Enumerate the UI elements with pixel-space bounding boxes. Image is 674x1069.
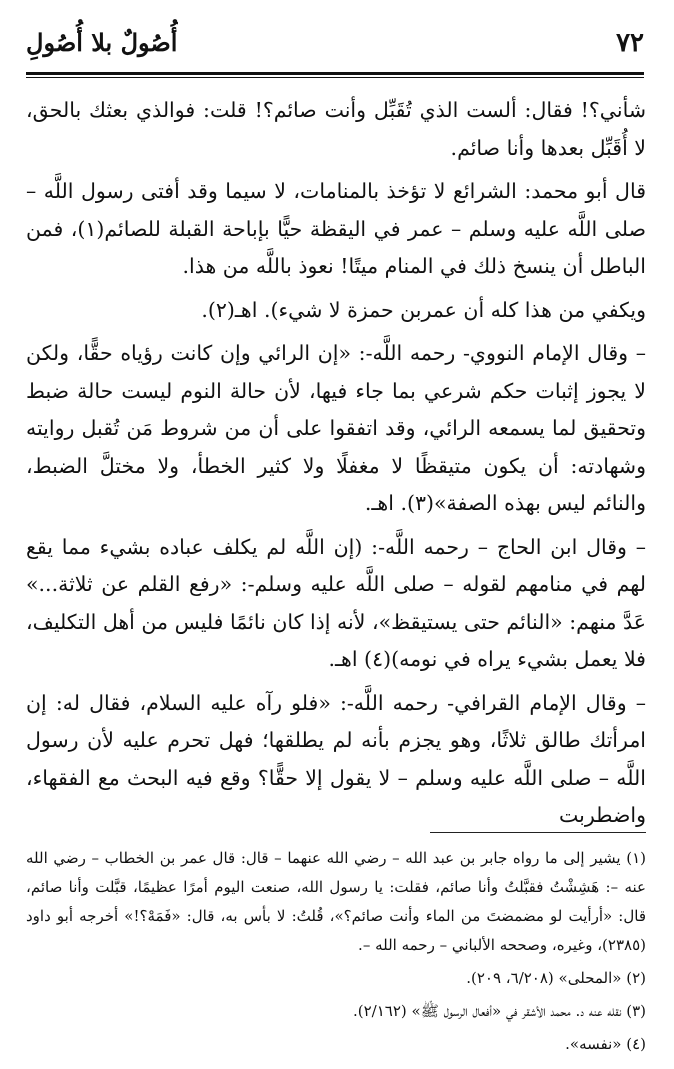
main-text xyxy=(26,92,646,841)
header-rule-thin xyxy=(26,77,644,78)
header-rule xyxy=(26,72,644,75)
paragraph: قال أبو محمد: الشرائع لا تؤخذ بالمنامات، لا سيما وقد أفتى رسول اللَّه – صلى اللَّه عليه وسلم – عمر في اليقظة حيًّا بإباحة القبلة للصائم(١)، فمن الباطل أن ينسخ ذلك في المنام ميتًا! نعوذ باللَّه من هذا. xyxy=(26,179,646,278)
paragraph: – وقال ابن الحاج – رحمه اللَّه-: (إن اللَّه لم يكلف عباده بشيء مما يقع لهم في منامهم لقوله – صلى اللَّه عليه وسلم-: «رفع القلم عن ثلاثة...» عَدَّ منهم: «النائم حتى يستيقظ»، لأنه إذا كان نائمًا فليس من أهل التكليف، فلا يعمل بشيء يراه في نومه)(٤) اهـ. xyxy=(26,534,646,671)
footnotes xyxy=(26,844,646,1063)
footnote: (٢) «المحلى» (٦/٢٠٨، ٢٠٩). xyxy=(466,969,646,987)
paragraph: – وقال الإمام القرافي- رحمه اللَّه-: «فلو رآه عليه السلام، فقال له: إن امرأتك طالق ثلاثًا، وهو يجزم بأنه لم يطلقها؛ فهل تحرم عليه لأن رسول اللَّه – صلى اللَّه عليه وسلم – لا يقول إلا حقًّا؟ وقع فيه البحث مع الفقهاء، واضطربت xyxy=(26,690,646,827)
page-header xyxy=(26,28,644,68)
footnote: (١) يشير إلى ما رواه جابر بن عبد الله – رضي الله عنهما – قال: قال عمر بن الخطاب – رضي الله عنه –: هَشِشْتُ فقبَّلتُ وأنا صائم، فقلت: يا رسول الله، صنعت اليوم أمرًا عظيمًا، قبَّلت وأنا صائم، قال: «أرأيت لو مضمضتَ من الماء وأنت صائم؟»، قُلتُ: لا بأس به، قال: «فَمَهْ؟!» أخرجه أبو داود (٢٣٨٥)، وغيره، وصححه الألباني – رحمه الله –. xyxy=(26,849,646,954)
footnote: (٣) نقله عنه د. محمد الأشقر في «أفعال الرسول ﷺ» (٢/١٦٢). xyxy=(353,1002,646,1020)
footnote-divider xyxy=(430,832,646,833)
book-title: أُصُولٌ بلا أُصُولِ xyxy=(26,28,178,57)
paragraph: ويكفي من هذا كله أن عمربن حمزة لا شيء). اهـ(٢). xyxy=(201,297,646,322)
footnote: (٤) «نفسه». xyxy=(565,1035,646,1053)
paragraph: شأني؟! فقال: ألست الذي تُقَبِّل وأنت صائم؟! قلت: فوالذي بعثك بالحق، لا أُقَبِّل بعدها وأنا صائم. xyxy=(26,98,646,160)
page-number: ٧٢ xyxy=(616,28,644,58)
paragraph: – وقال الإمام النووي- رحمه اللَّه-: «إن الرائي وإن كانت رؤياه حقًّا، ولكن لا يجوز إثبات حكم شرعي بما جاء فيها، لأن حالة النوم ليست حالة ضبط وتحقيق لما يسمعه الرائي، وقد اتفقوا على أن من شروط مَن تُقبل روايته وشهادته: أن يكون متيقظًا لا مغفلًا ولا كثير الخطأ، ولا مختلَّ الضبط، والنائم ليس بهذه الصفة»(٣). اهـ. xyxy=(26,341,646,515)
